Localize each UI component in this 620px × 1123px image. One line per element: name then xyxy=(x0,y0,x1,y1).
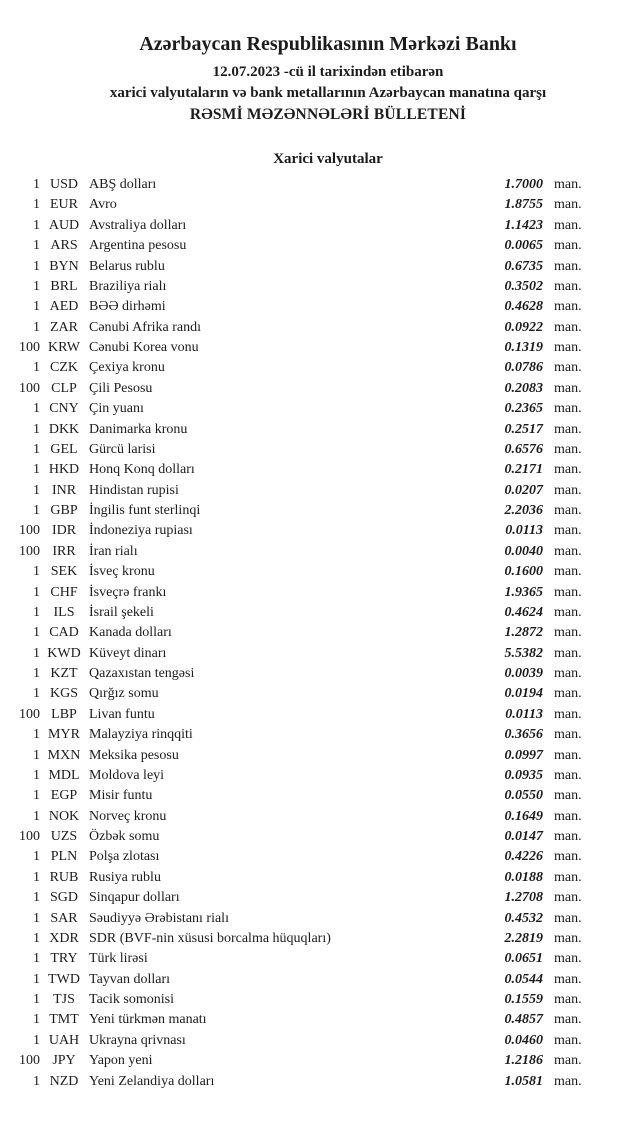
rate-row xyxy=(0,684,620,704)
quantity-cell: 1 xyxy=(33,238,40,254)
currency-code-cell: EGP xyxy=(50,788,78,804)
rate-value-cell: 0.0188 xyxy=(504,869,543,885)
rate-row xyxy=(0,521,620,541)
currency-code-cell: JPY xyxy=(52,1053,76,1069)
rate-value-cell: 0.0113 xyxy=(505,706,543,722)
unit-cell: man. xyxy=(554,849,582,865)
currency-code-cell: PLN xyxy=(50,849,78,865)
currency-code-cell: TMT xyxy=(49,1012,79,1028)
rate-value-cell: 0.1559 xyxy=(504,992,543,1007)
rate-row xyxy=(0,216,620,236)
quantity-cell: 1 xyxy=(33,951,40,967)
currency-name-cell: Honq Konq dolları xyxy=(89,462,195,478)
unit-cell: man. xyxy=(554,217,582,233)
currency-name-cell: BƏƏ dirhəmi xyxy=(89,299,166,315)
currency-name-cell: Səudiyyə Ərəbistanı rialı xyxy=(89,910,229,926)
currency-code-cell: CAD xyxy=(49,625,79,641)
currency-name-cell: Yeni türkmən manatı xyxy=(89,1012,207,1028)
scope-line: xarici valyutaların və bank metallarının Azərbaycan manatına qarşı xyxy=(109,85,547,101)
rate-row xyxy=(0,827,620,847)
currency-name-cell: Avstraliya dolları xyxy=(89,217,187,233)
unit-cell: man. xyxy=(554,177,582,192)
rate-row xyxy=(0,929,620,949)
rate-row xyxy=(0,460,620,480)
rate-value-cell: 0.4226 xyxy=(504,849,543,865)
currency-name-cell: İndoneziya rupiası xyxy=(89,523,193,539)
unit-cell: man. xyxy=(554,360,582,376)
rate-value-cell: 0.4532 xyxy=(504,910,543,926)
currency-name-cell: Ukrayna qrivnası xyxy=(89,1032,186,1048)
quantity-cell: 1 xyxy=(33,503,40,518)
currency-code-cell: KWD xyxy=(47,645,81,661)
currency-name-cell: Moldova leyi xyxy=(89,767,165,783)
currency-name-cell: Özbək somu xyxy=(89,829,160,844)
rate-row xyxy=(0,807,620,827)
unit-cell: man. xyxy=(554,706,582,722)
unit-cell: man. xyxy=(554,747,582,763)
rate-row xyxy=(0,1010,620,1030)
currency-code-cell: LBP xyxy=(51,706,77,722)
rate-value-cell: 1.2872 xyxy=(504,625,543,641)
rate-row xyxy=(0,766,620,786)
currency-name-cell: Tayvan dolları xyxy=(89,971,171,987)
rate-value-cell: 1.2186 xyxy=(504,1053,543,1069)
rate-value-cell: 2.2819 xyxy=(504,930,543,946)
currency-name-cell: Sinqapur dolları xyxy=(89,890,180,906)
rate-row xyxy=(0,358,620,378)
quantity-cell: 100 xyxy=(19,706,40,722)
rate-row xyxy=(0,195,620,215)
quantity-cell: 100 xyxy=(19,380,40,396)
quantity-cell: 1 xyxy=(33,992,40,1007)
currency-name-cell: Kanada dolları xyxy=(89,625,172,641)
quantity-cell: 1 xyxy=(33,767,40,783)
unit-cell: man. xyxy=(554,788,582,804)
unit-cell: man. xyxy=(554,380,582,396)
rate-value-cell: 0.0460 xyxy=(504,1032,543,1048)
rate-row xyxy=(0,562,620,582)
currency-name-cell: Cənubi Afrika randı xyxy=(89,319,201,335)
currency-code-cell: AED xyxy=(49,299,79,315)
rate-value-cell: 0.0922 xyxy=(504,319,543,335)
rate-value-cell: 1.8755 xyxy=(504,197,543,213)
unit-cell: man. xyxy=(554,503,582,518)
rate-value-cell: 5.5382 xyxy=(504,645,543,661)
unit-cell: man. xyxy=(554,971,582,987)
quantity-cell: 100 xyxy=(19,1053,40,1069)
quantity-cell: 100 xyxy=(19,523,40,539)
currency-code-cell: UZS xyxy=(50,829,78,844)
rate-row xyxy=(0,542,620,562)
rate-row xyxy=(0,725,620,745)
currency-code-cell: ARS xyxy=(50,238,78,254)
rate-value-cell: 0.0039 xyxy=(504,666,543,681)
currency-code-cell: KZT xyxy=(50,666,78,681)
rate-row xyxy=(0,705,620,725)
unit-cell: man. xyxy=(554,564,582,580)
currency-code-cell: AUD xyxy=(48,217,80,233)
currency-code-cell: IDR xyxy=(51,523,77,539)
currency-code-cell: XDR xyxy=(49,930,79,946)
currency-name-cell: İngilis funt sterlinqi xyxy=(89,503,201,518)
currency-name-cell: Qazaxıstan tengəsi xyxy=(89,666,195,681)
currency-name-cell: Misir funtu xyxy=(89,788,153,804)
currency-code-cell: INR xyxy=(51,482,77,498)
rate-value-cell: 0.4624 xyxy=(504,604,543,620)
currency-name-cell: Malayziya rinqqiti xyxy=(89,727,193,743)
rate-value-cell: 1.2708 xyxy=(504,890,543,906)
unit-cell: man. xyxy=(554,829,582,844)
currency-code-cell: SAR xyxy=(50,910,78,926)
rate-row xyxy=(0,175,620,195)
rate-row xyxy=(0,379,620,399)
rate-row xyxy=(0,399,620,419)
currency-name-cell: Çexiya kronu xyxy=(89,360,165,376)
rate-value-cell: 0.0065 xyxy=(504,238,543,254)
rate-row xyxy=(0,1031,620,1051)
rate-row xyxy=(0,297,620,317)
rate-value-cell: 1.1423 xyxy=(504,217,543,233)
currency-name-cell: Türk lirəsi xyxy=(89,951,148,967)
currency-name-cell: İsveç kronu xyxy=(89,564,155,580)
quantity-cell: 1 xyxy=(33,441,40,457)
quantity-cell: 1 xyxy=(33,849,40,865)
currency-name-cell: İsveçrə frankı xyxy=(89,584,167,600)
currency-name-cell: Livan funtu xyxy=(89,706,155,722)
currency-name-cell: Polşa zlotası xyxy=(89,849,160,865)
unit-cell: man. xyxy=(554,238,582,254)
unit-cell: man. xyxy=(554,951,582,967)
rate-value-cell: 0.4857 xyxy=(504,1012,543,1028)
unit-cell: man. xyxy=(554,645,582,661)
currency-name-cell: Avro xyxy=(89,197,117,213)
currency-name-cell: Küveyt dinarı xyxy=(89,645,167,661)
unit-cell: man. xyxy=(554,808,582,824)
rate-row xyxy=(0,746,620,766)
rate-row xyxy=(0,909,620,929)
currency-name-cell: Danimarka kronu xyxy=(89,421,188,437)
rate-value-cell: 0.2365 xyxy=(504,401,543,417)
unit-cell: man. xyxy=(554,910,582,926)
unit-cell: man. xyxy=(554,604,582,620)
rate-row xyxy=(0,868,620,888)
rate-row xyxy=(0,236,620,256)
rate-value-cell: 0.0040 xyxy=(504,543,543,559)
currency-code-cell: HKD xyxy=(48,462,80,478)
rate-row xyxy=(0,318,620,338)
currency-name-cell: Braziliya rialı xyxy=(89,278,167,294)
rate-value-cell: 0.3656 xyxy=(504,727,543,743)
quantity-cell: 1 xyxy=(33,930,40,946)
rate-row xyxy=(0,277,620,297)
unit-cell: man. xyxy=(554,421,582,437)
rate-row xyxy=(0,644,620,664)
quantity-cell: 1 xyxy=(33,890,40,906)
unit-cell: man. xyxy=(554,299,582,315)
rate-value-cell: 0.0997 xyxy=(504,747,543,763)
section-title-foreign-currencies: Xarici valyutalar xyxy=(273,151,383,167)
currency-code-cell: TJS xyxy=(53,992,75,1007)
currency-code-cell: SEK xyxy=(50,564,78,580)
currency-code-cell: SGD xyxy=(49,890,78,906)
rate-row xyxy=(0,501,620,521)
exchange-rates-table xyxy=(0,175,620,1092)
rate-value-cell: 0.2171 xyxy=(504,462,543,478)
currency-code-cell: CNY xyxy=(49,401,79,417)
unit-cell: man. xyxy=(554,767,582,783)
rate-row xyxy=(0,847,620,867)
quantity-cell: 1 xyxy=(33,645,40,661)
rate-value-cell: 0.0194 xyxy=(504,686,543,702)
currency-code-cell: EUR xyxy=(50,197,78,213)
rate-value-cell: 1.9365 xyxy=(504,584,543,600)
quantity-cell: 1 xyxy=(33,727,40,743)
unit-cell: man. xyxy=(554,441,582,457)
currency-name-cell: ABŞ dolları xyxy=(89,177,157,192)
bank-name-title: Azərbaycan Respublikasının Mərkəzi Bankı xyxy=(139,33,517,55)
quantity-cell: 100 xyxy=(19,829,40,844)
currency-code-cell: TRY xyxy=(50,951,78,967)
rate-value-cell: 0.0113 xyxy=(505,523,543,539)
currency-code-cell: USD xyxy=(49,177,78,192)
unit-cell: man. xyxy=(554,482,582,498)
quantity-cell: 1 xyxy=(33,869,40,885)
currency-code-cell: KGS xyxy=(49,686,78,702)
currency-name-cell: Yapon yeni xyxy=(89,1053,153,1069)
quantity-cell: 1 xyxy=(33,584,40,600)
currency-name-cell: Rusiya rublu xyxy=(89,869,161,885)
rate-value-cell: 0.0550 xyxy=(504,788,543,804)
rate-row xyxy=(0,257,620,277)
currency-code-cell: GEL xyxy=(50,441,78,457)
quantity-cell: 1 xyxy=(33,197,40,213)
quantity-cell: 1 xyxy=(33,482,40,498)
rate-value-cell: 0.2083 xyxy=(504,380,543,396)
currency-code-cell: RUB xyxy=(49,869,79,885)
quantity-cell: 1 xyxy=(33,604,40,620)
currency-code-cell: CHF xyxy=(50,584,78,600)
rate-row xyxy=(0,481,620,501)
rate-value-cell: 1.7000 xyxy=(504,177,543,192)
quantity-cell: 1 xyxy=(33,299,40,315)
quantity-cell: 1 xyxy=(33,910,40,926)
rate-row xyxy=(0,786,620,806)
currency-code-cell: DKK xyxy=(48,421,80,437)
quantity-cell: 1 xyxy=(33,319,40,335)
rate-value-cell: 0.0935 xyxy=(504,767,543,783)
quantity-cell: 1 xyxy=(33,686,40,702)
quantity-cell: 1 xyxy=(33,258,40,274)
rate-value-cell: 0.1649 xyxy=(504,808,543,824)
unit-cell: man. xyxy=(554,890,582,906)
rate-row xyxy=(0,949,620,969)
quantity-cell: 1 xyxy=(33,808,40,824)
currency-name-cell: Belarus rublu xyxy=(89,258,165,274)
currency-name-cell: Argentina pesosu xyxy=(89,238,187,254)
unit-cell: man. xyxy=(554,401,582,417)
rate-row xyxy=(0,440,620,460)
currency-code-cell: CZK xyxy=(50,360,78,376)
unit-cell: man. xyxy=(554,727,582,743)
quantity-cell: 1 xyxy=(33,666,40,681)
unit-cell: man. xyxy=(554,930,582,946)
currency-name-cell: Tacik somonisi xyxy=(89,992,174,1007)
quantity-cell: 1 xyxy=(33,401,40,417)
rate-value-cell: 0.2517 xyxy=(504,421,543,437)
rate-row xyxy=(0,1051,620,1071)
unit-cell: man. xyxy=(554,543,582,559)
unit-cell: man. xyxy=(554,686,582,702)
quantity-cell: 100 xyxy=(19,543,40,559)
rate-value-cell: 0.0147 xyxy=(504,829,543,844)
unit-cell: man. xyxy=(554,1053,582,1069)
quantity-cell: 1 xyxy=(33,360,40,376)
unit-cell: man. xyxy=(554,340,582,355)
currency-name-cell: SDR (BVF-nin xüsusi borcalma hüquqları) xyxy=(89,930,331,946)
unit-cell: man. xyxy=(554,462,582,478)
rate-row xyxy=(0,583,620,603)
rate-value-cell: 0.4628 xyxy=(504,299,543,315)
quantity-cell: 1 xyxy=(33,971,40,987)
currency-code-cell: UAH xyxy=(48,1032,80,1048)
quantity-cell: 1 xyxy=(33,421,40,437)
currency-code-cell: TWD xyxy=(48,971,80,987)
unit-cell: man. xyxy=(554,1012,582,1028)
currency-code-cell: KRW xyxy=(48,340,80,355)
quantity-cell: 1 xyxy=(33,1032,40,1048)
unit-cell: man. xyxy=(554,278,582,294)
currency-code-cell: ZAR xyxy=(50,319,78,335)
rate-value-cell: 0.3502 xyxy=(504,278,543,294)
currency-name-cell: Yeni Zelandiya dolları xyxy=(89,1073,215,1089)
quantity-cell: 1 xyxy=(33,462,40,478)
rate-value-cell: 0.0544 xyxy=(504,971,543,987)
rate-value-cell: 0.6735 xyxy=(504,258,543,274)
unit-cell: man. xyxy=(554,666,582,681)
bulletin-title: RƏSMİ MƏZƏNNƏLƏRİ BÜLLETENİ xyxy=(189,106,467,123)
rate-row xyxy=(0,888,620,908)
currency-name-cell: Gürcü larisi xyxy=(89,441,156,457)
currency-name-cell: İsrail şekeli xyxy=(89,604,154,620)
quantity-cell: 1 xyxy=(33,278,40,294)
rate-row xyxy=(0,603,620,623)
currency-name-cell: Qırğız somu xyxy=(89,686,159,702)
currency-code-cell: CLP xyxy=(51,380,77,396)
currency-code-cell: IRR xyxy=(52,543,76,559)
rate-row xyxy=(0,623,620,643)
rate-value-cell: 0.0651 xyxy=(504,951,543,967)
quantity-cell: 1 xyxy=(33,625,40,641)
quantity-cell: 1 xyxy=(33,788,40,804)
rate-value-cell: 0.1600 xyxy=(504,564,543,580)
quantity-cell: 1 xyxy=(33,177,40,192)
rate-value-cell: 0.0786 xyxy=(504,360,543,376)
currency-code-cell: BRL xyxy=(50,278,78,294)
currency-code-cell: NOK xyxy=(48,808,80,824)
currency-name-cell: Cənubi Korea vonu xyxy=(89,340,199,355)
unit-cell: man. xyxy=(554,523,582,539)
rate-value-cell: 0.0207 xyxy=(504,482,543,498)
currency-name-cell: Hindistan rupisi xyxy=(89,482,179,498)
unit-cell: man. xyxy=(554,625,582,641)
rate-row xyxy=(0,338,620,358)
unit-cell: man. xyxy=(554,584,582,600)
rate-row xyxy=(0,1072,620,1092)
quantity-cell: 1 xyxy=(33,217,40,233)
currency-name-cell: Meksika pesosu xyxy=(89,747,179,763)
rate-row xyxy=(0,664,620,684)
currency-code-cell: MDL xyxy=(48,767,80,783)
rate-row xyxy=(0,990,620,1010)
currency-code-cell: MYR xyxy=(48,727,80,743)
currency-code-cell: MXN xyxy=(47,747,81,763)
unit-cell: man. xyxy=(554,869,582,885)
currency-name-cell: İran rialı xyxy=(89,543,138,559)
currency-name-cell: Çili Pesosu xyxy=(89,380,153,396)
quantity-cell: 1 xyxy=(33,564,40,580)
rate-row xyxy=(0,970,620,990)
currency-code-cell: ILS xyxy=(53,604,75,620)
rate-value-cell: 2.2036 xyxy=(504,503,543,518)
quantity-cell: 1 xyxy=(33,1073,40,1089)
unit-cell: man. xyxy=(554,1032,582,1048)
rate-value-cell: 1.0581 xyxy=(504,1073,543,1089)
rate-value-cell: 0.6576 xyxy=(504,441,543,457)
currency-code-cell: NZD xyxy=(49,1073,79,1089)
unit-cell: man. xyxy=(554,1073,582,1089)
rate-value-cell: 0.1319 xyxy=(504,340,543,355)
unit-cell: man. xyxy=(554,197,582,213)
quantity-cell: 1 xyxy=(33,747,40,763)
unit-cell: man. xyxy=(554,992,582,1007)
quantity-cell: 1 xyxy=(33,1012,40,1028)
quantity-cell: 100 xyxy=(19,340,40,355)
rate-row xyxy=(0,420,620,440)
currency-name-cell: Çin yuanı xyxy=(89,401,144,417)
currency-code-cell: GBP xyxy=(50,503,78,518)
effective-date-line: 12.07.2023 -cü il tarixindən etibarən xyxy=(212,64,444,80)
unit-cell: man. xyxy=(554,319,582,335)
currency-code-cell: BYN xyxy=(49,258,79,274)
unit-cell: man. xyxy=(554,258,582,274)
currency-name-cell: Norveç kronu xyxy=(89,808,167,824)
